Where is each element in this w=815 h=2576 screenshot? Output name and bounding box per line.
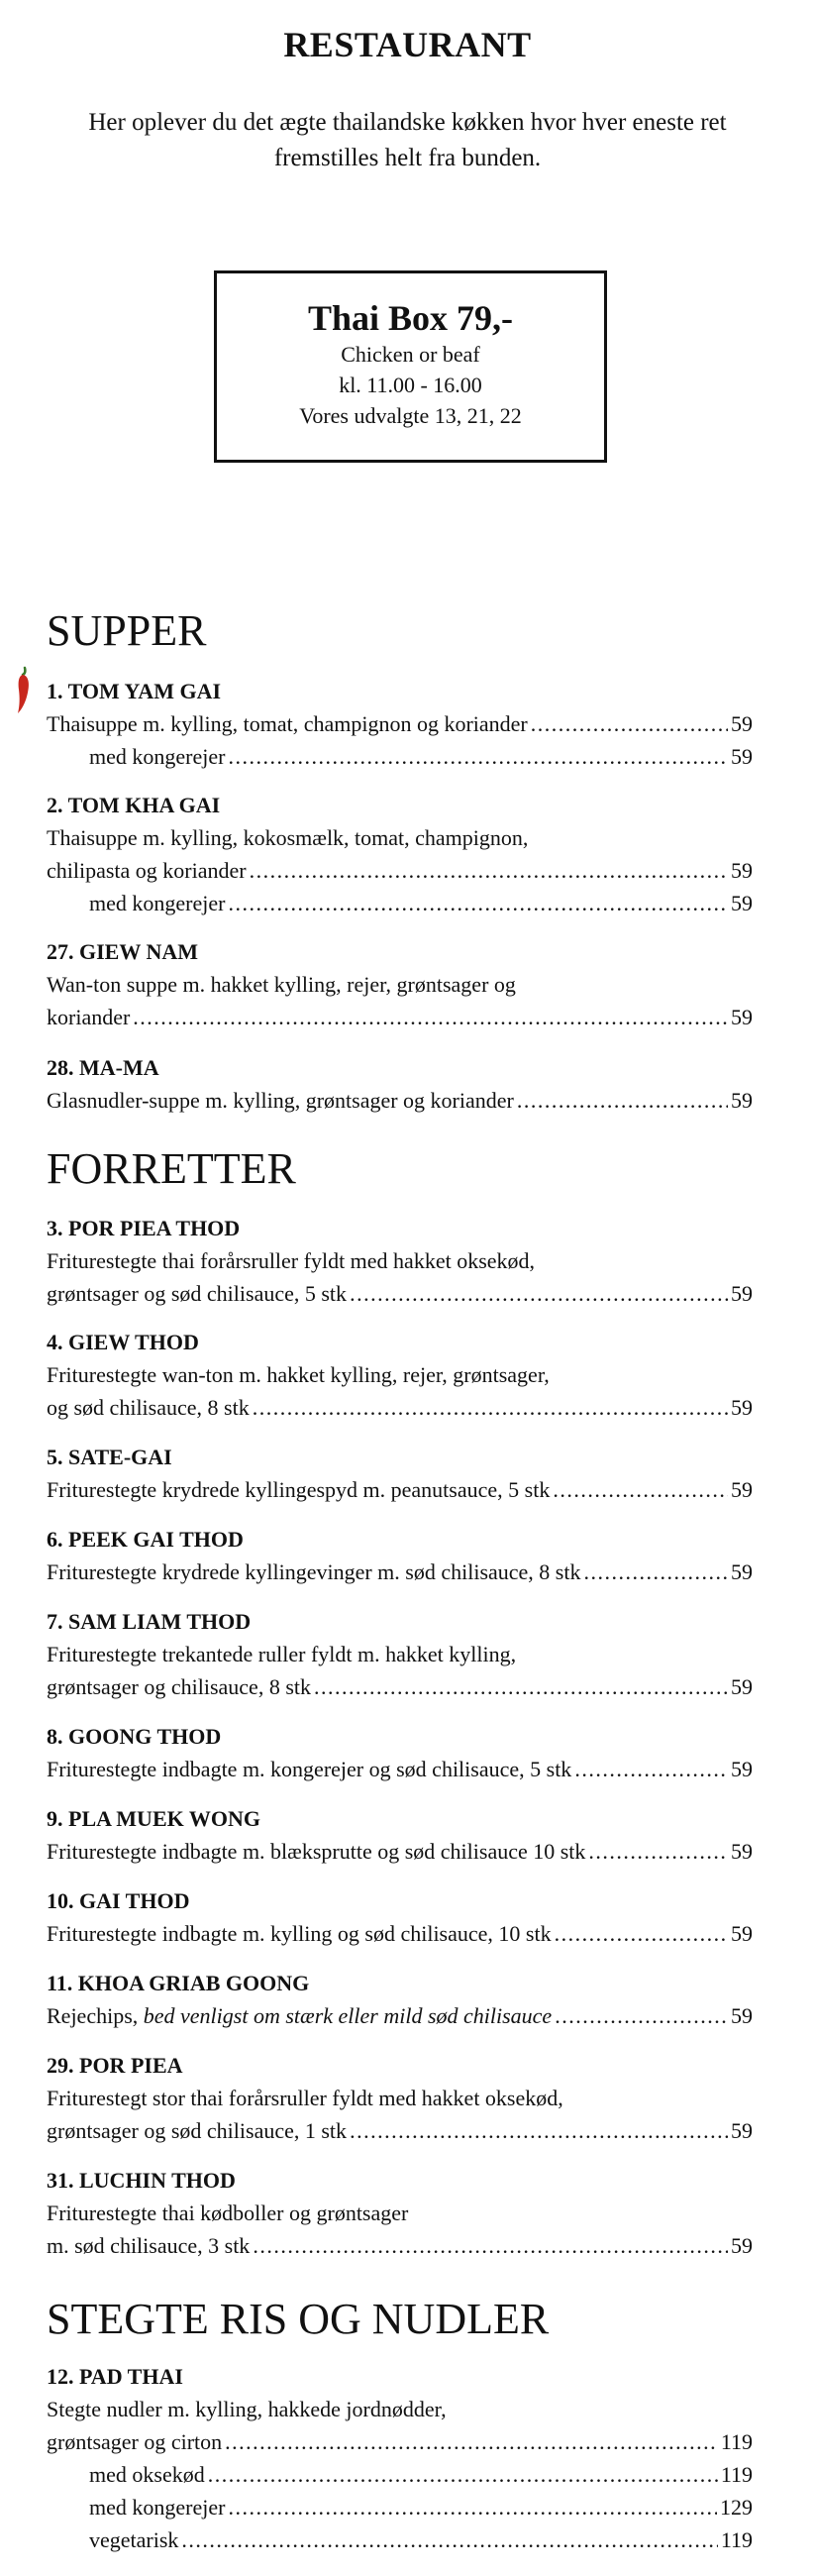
dish-price: 59 [731, 1477, 753, 1502]
intro-text: Her oplever du det ægte thailandske køkken hvor hver eneste ret fremstilles helt fra bunden. [88, 109, 727, 171]
dish-2 [47, 790, 753, 919]
dish-name: 3. POR PIEA THOD [47, 1216, 241, 1240]
dish-name: 31. LUCHIN THOD [47, 2168, 236, 2193]
dish-27 [47, 936, 753, 1033]
page-title: RESTAURANT [283, 25, 532, 64]
dish-31 [47, 2165, 753, 2262]
dish-price: 59 [731, 1674, 753, 1699]
dish-desc: Thaisuppe m. kylling, tomat, champignon og koriander [47, 711, 528, 736]
dish-name: 7. SAM LIAM THOD [47, 1609, 252, 1634]
dish-desc: Friturestegte krydrede kyllingevinger m. sød chilisauce, 8 stk [47, 1559, 581, 1584]
dish-desc-italic: bed venligst om stærk eller mild sød chilisauce [143, 2003, 553, 2028]
dish-name: 2. TOM KHA GAI [47, 793, 221, 817]
dish-price: 59 [731, 711, 753, 736]
dish-6 [47, 1524, 753, 1588]
dish-price: 59 [731, 1088, 753, 1113]
promo-line-1: Chicken or beaf [341, 342, 480, 367]
dish-desc-cont: chilipasta og koriander [47, 858, 247, 883]
dish-7 [47, 1606, 753, 1703]
dish-variant-price: 59 [731, 891, 753, 915]
dish-price: 59 [731, 2233, 753, 2258]
promo-line-2: kl. 11.00 - 16.00 [339, 373, 482, 397]
dish-3 [47, 1213, 753, 1310]
dish-29 [47, 2050, 753, 2147]
dish-name: 8. GOONG THOD [47, 1724, 222, 1749]
section-supper: SUPPER [47, 606, 207, 655]
dish-price: 59 [731, 1281, 753, 1306]
dish-desc: Friturestegte indbagte m. blæksprutte og sød chilisauce 10 stk [47, 1839, 586, 1864]
dish-desc-plain: Rejechips, [47, 2003, 144, 2028]
promo-title: Thai Box 79,- [307, 298, 514, 338]
dish-28 [47, 1052, 753, 1117]
dish-desc: Friturestegte wan-ton m. hakket kylling, rejer, grøntsager, [47, 1362, 550, 1387]
dish-1 [47, 676, 753, 773]
dish-price: 59 [731, 1559, 753, 1584]
dish-desc-cont: grøntsager og sød chilisauce, 1 stk [47, 2118, 348, 2143]
dish-price: 119 [720, 2429, 753, 2454]
dish-name: 28. MA-MA [47, 1055, 159, 1080]
dish-variant: med kongerejer [89, 891, 226, 915]
dish-12 [47, 2361, 753, 2556]
dish-desc: Friturestegt stor thai forårsruller fyldt med hakket oksekød, [47, 2086, 563, 2110]
dish-desc: Glasnudler-suppe m. kylling, grøntsager og koriander [47, 1088, 514, 1113]
dish-name: 29. POR PIEA [47, 2053, 183, 2078]
dish-desc-cont: koriander [47, 1005, 131, 1029]
dish-10 [47, 1885, 753, 1950]
chili-pepper-icon [14, 666, 34, 715]
dish-5 [47, 1442, 753, 1506]
dish-variant-price: 59 [731, 744, 753, 769]
dish-name: 12. PAD THAI [47, 2364, 183, 2389]
dish-variant: vegetarisk [89, 2527, 179, 2552]
dish-variant-price: 129 [720, 2495, 753, 2520]
dish-variant-price: 119 [720, 2527, 753, 2552]
dish-desc: Friturestegte thai kødboller og grøntsager [47, 2200, 409, 2225]
dish-name: 27. GIEW NAM [47, 939, 198, 964]
dish-variant: med kongerejer [89, 744, 226, 769]
dish-desc: Friturestegte krydrede kyllingespyd m. peanutsauce, 5 stk [47, 1477, 551, 1502]
dish-4 [47, 1327, 753, 1424]
dish-name: 1. TOM YAM GAI [47, 679, 222, 703]
section-forretter: FORRETTER [47, 1144, 296, 1193]
dish-name: 9. PLA MUEK WONG [47, 1806, 260, 1831]
dish-price: 59 [731, 1757, 753, 1781]
dish-desc-cont: grøntsager og sød chilisauce, 5 stk [47, 1281, 348, 1306]
dish-desc-cont: grøntsager og chilisauce, 8 stk [47, 1674, 311, 1699]
dish-desc-cont: og sød chilisauce, 8 stk [47, 1395, 250, 1420]
dish-price: 59 [731, 1921, 753, 1946]
dish-price: 59 [731, 2118, 753, 2143]
dish-price: 59 [731, 2003, 753, 2028]
dish-name: 5. SATE-GAI [47, 1445, 172, 1469]
dish-11 [47, 1968, 753, 2032]
dish-name: 10. GAI THOD [47, 1888, 190, 1913]
dish-desc: Friturestegte indbagte m. kongerejer og sød chilisauce, 5 stk [47, 1757, 572, 1781]
dish-variant: med oksekød [89, 2462, 205, 2487]
dish-price: 59 [731, 1839, 753, 1864]
dish-price: 59 [731, 1005, 753, 1029]
dish-desc [47, 1999, 552, 2032]
dish-desc: Friturestegte thai forårsruller fyldt med hakket oksekød, [47, 1248, 536, 1273]
section-stegte-ris-og-nudler: STEGTE RIS OG NUDLER [47, 2295, 550, 2343]
dish-desc: Friturestegte trekantede ruller fyldt m. hakket kylling, [47, 1642, 517, 1666]
dish-8 [47, 1721, 753, 1785]
dish-name: 11. KHOA GRIAB GOONG [47, 1971, 310, 1995]
dish-desc-cont: m. sød chilisauce, 3 stk [47, 2233, 251, 2258]
dish-desc: Friturestegte indbagte m. kylling og sød chilisauce, 10 stk [47, 1921, 552, 1946]
dish-name: 6. PEEK GAI THOD [47, 1527, 244, 1552]
dish-price: 59 [731, 1395, 753, 1420]
dish-desc-cont: grøntsager og cirton [47, 2429, 223, 2454]
dish-9 [47, 1803, 753, 1868]
dish-variant-price: 119 [720, 2462, 753, 2487]
dish-name: 4. GIEW THOD [47, 1330, 199, 1354]
promo-line-3: Vores udvalgte 13, 21, 22 [299, 403, 522, 428]
dish-price: 59 [731, 858, 753, 883]
dish-desc: Wan-ton suppe m. hakket kylling, rejer, grøntsager og [47, 972, 516, 997]
thai-box-promo [214, 270, 607, 463]
dish-desc: Stegte nudler m. kylling, hakkede jordnødder, [47, 2397, 447, 2421]
dish-desc: Thaisuppe m. kylling, kokosmælk, tomat, champignon, [47, 825, 529, 850]
dish-variant: med kongerejer [89, 2495, 226, 2520]
